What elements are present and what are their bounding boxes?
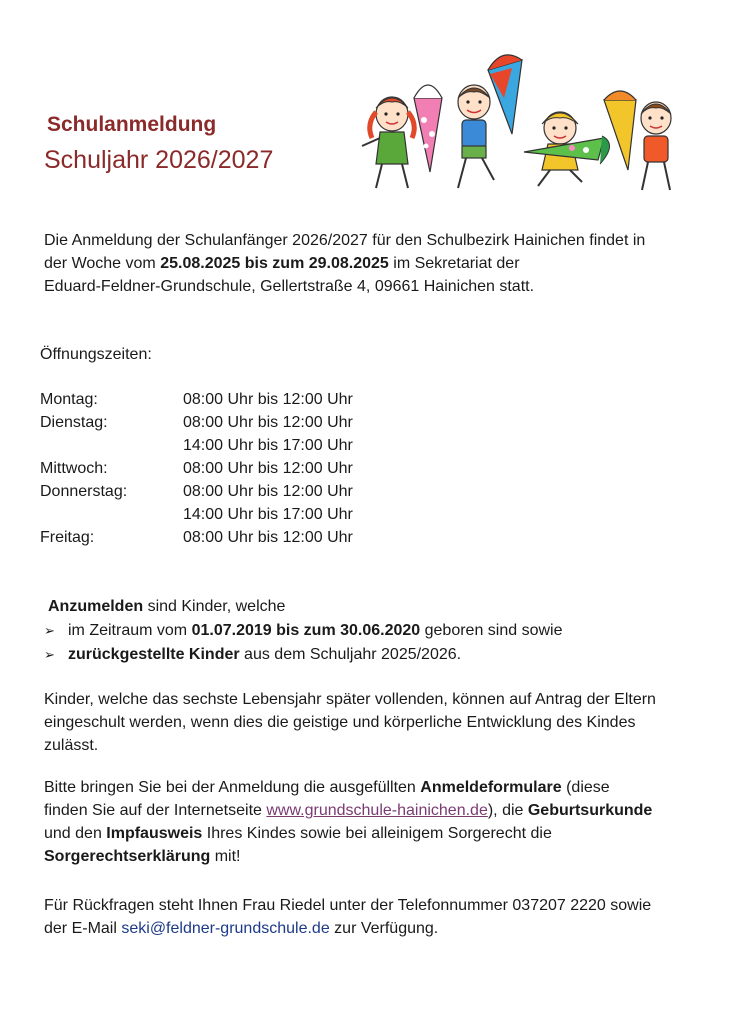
child-boy-icon <box>458 85 494 188</box>
early-enrollment-paragraph: Kinder, welche das sechste Lebensjahr später vollenden, können auf Antrag der Eltern eingeschult werden, wenn dies die geistige und körperliche Entwicklung des Kindes zulässt. <box>44 691 656 754</box>
child-boy-orange-icon <box>641 102 671 190</box>
children-with-school-cones-illustration <box>352 42 692 202</box>
opening-hours-table <box>40 388 353 549</box>
intro-paragraph <box>44 229 645 298</box>
hours-day: Freitag: <box>40 529 95 546</box>
hours-row <box>40 480 353 503</box>
pink-school-cone-icon <box>414 85 442 172</box>
register-bullet-list <box>44 618 563 666</box>
list-item: ➢ zurückgestellte Kinder aus dem Schuljahr 2025/2026. <box>44 642 563 666</box>
page-subtitle: Schuljahr 2026/2027 <box>44 146 274 174</box>
registration-dates: 25.08.2025 bis zum 29.08.2025 <box>160 255 389 272</box>
arrow-bullet-icon: ➢ <box>44 622 55 638</box>
intro-line: Eduard-Feldner-Grundschule, Gellertstraße 4, 09661 Hainichen statt. <box>44 278 535 295</box>
hours-day: Mittwoch: <box>40 460 108 477</box>
child-girl-icon <box>362 97 414 188</box>
hours-time: 08:00 Uhr bis 12:00 Uhr <box>183 529 353 546</box>
intro-line: der Woche vom 25.08.2025 bis zum 29.08.2025 im Sekretariat der <box>44 255 520 272</box>
hours-day <box>40 503 183 526</box>
red-school-cone-icon <box>488 55 522 134</box>
documents-paragraph: Bitte bringen Sie bei der Anmeldung die ausgefüllten Anmeldeformulare (diese finden Sie auf der Internetseite www.grundschule-hainichen.de), die Geburtsurkunde und den Impfausweis Ihres Kindes sowie bei alleinigem Sorgerecht die Sorgerechtserklärung mit! <box>44 779 653 865</box>
birth-date-range: 01.07.2019 bis zum 30.06.2020 <box>191 621 421 639</box>
email-link[interactable]: seki@feldner-grundschule.de <box>121 920 330 937</box>
yellow-school-cone-icon <box>604 91 636 170</box>
page-title: Schulanmeldung <box>47 113 217 136</box>
hours-time: 14:00 Uhr bis 17:00 Uhr <box>183 506 353 523</box>
hours-day: Montag: <box>40 391 98 408</box>
hours-row <box>40 434 353 457</box>
hours-time: 14:00 Uhr bis 17:00 Uhr <box>183 437 353 454</box>
hours-time: 08:00 Uhr bis 12:00 Uhr <box>183 483 353 500</box>
hours-time: 08:00 Uhr bis 12:00 Uhr <box>183 460 353 477</box>
hours-row <box>40 526 353 549</box>
hours-time: 08:00 Uhr bis 12:00 Uhr <box>183 391 353 408</box>
website-link[interactable]: www.grundschule-hainichen.de <box>266 802 488 819</box>
arrow-bullet-icon: ➢ <box>44 646 55 662</box>
contact-paragraph: Für Rückfragen steht Ihnen Frau Riedel unter der Telefonnummer 037207 2220 sowie der E-Mail seki@feldner-grundschule.de zur Verfügung. <box>44 897 652 937</box>
opening-hours-title: Öffnungszeiten: <box>40 346 152 363</box>
register-heading: Anzumelden sind Kinder, welche <box>48 598 286 615</box>
intro-line: Die Anmeldung der Schulanfänger 2026/2027 für den Schulbezirk Hainichen findet in <box>44 232 646 249</box>
hours-day: Dienstag: <box>40 414 108 431</box>
hours-row <box>40 503 353 526</box>
list-item: ➢ im Zeitraum vom 01.07.2019 bis zum 30.06.2020 geboren sind sowie <box>44 618 563 642</box>
hours-row <box>40 411 353 434</box>
hours-row <box>40 388 353 411</box>
hours-day <box>40 434 183 457</box>
hours-time: 08:00 Uhr bis 12:00 Uhr <box>183 414 353 431</box>
hours-day: Donnerstag: <box>40 483 128 500</box>
hours-row <box>40 457 353 480</box>
